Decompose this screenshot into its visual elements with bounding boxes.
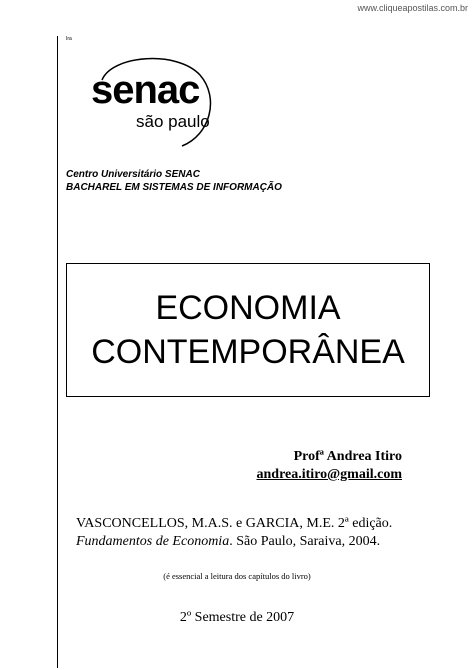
- reference-authors: VASCONCELLOS, M.A.S. e GARCIA, M.E. 2ª edição.: [76, 516, 393, 531]
- tiny-mark: Ira: [66, 36, 72, 42]
- semester-label: 2º Semestre de 2007: [179, 610, 295, 625]
- institution-block: [66, 168, 282, 194]
- reference-publisher: . São Paulo, Saraiva, 2004.: [229, 534, 381, 549]
- institution-name: Centro Universitário SENAC: [66, 169, 200, 180]
- reference-publication: [76, 533, 392, 551]
- professor-email[interactable]: andrea.itiro@gmail.com: [256, 467, 402, 482]
- logo-main-text: senac: [91, 68, 200, 112]
- senac-logo: [82, 50, 242, 150]
- title-line-1: ECONOMIA: [155, 289, 341, 327]
- title-line-2: CONTEMPORÂNEA: [91, 333, 405, 371]
- watermark: www.cliqueapostilas.com.br: [357, 3, 468, 13]
- reference-block: [76, 515, 392, 551]
- course-name: BACHAREL EM SISTEMAS DE INFORMAÇÃO: [66, 182, 282, 193]
- professor-name: Profª Andrea Itiro: [293, 449, 402, 464]
- reading-note: (é essencial a leitura dos capítulos do livro): [163, 571, 311, 581]
- logo-sub-text: são paulo: [136, 112, 210, 131]
- professor-block: [257, 448, 403, 484]
- reference-book-title: Fundamentos de Economia: [76, 534, 230, 549]
- title-box: [66, 263, 430, 397]
